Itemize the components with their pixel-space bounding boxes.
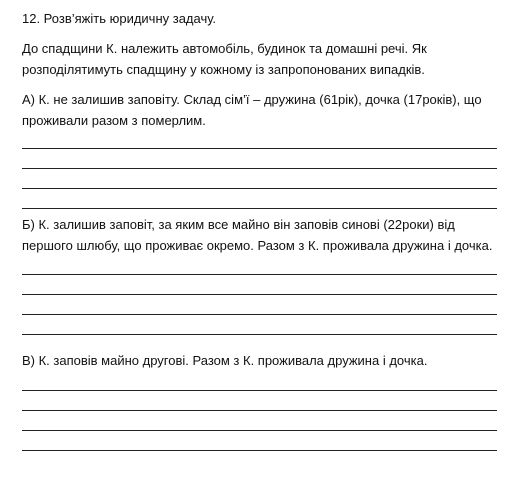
case-b-line-1: Б) К. залишив заповіт, за яким все майно він заповів синові (22роки) від (22, 217, 455, 232)
case-a-line-1: А) К. не залишив заповіту. Склад сім’ї – дружина (61рік), дочка (17років), що (22, 92, 482, 107)
answer-line-b-1[interactable] (22, 274, 497, 275)
answer-line-b-3[interactable] (22, 314, 497, 315)
answer-line-c-4[interactable] (22, 450, 497, 451)
case-a-line-2: проживали разом з померлим. (22, 113, 206, 128)
task-title: 12. Розв’яжіть юридичну задачу. (22, 11, 217, 26)
case-b-line-2: першого шлюбу, що проживає окремо. Разом з К. проживала дружина і дочка. (22, 238, 493, 253)
answer-line-c-1[interactable] (22, 390, 497, 391)
answer-line-b-4[interactable] (22, 334, 497, 335)
answer-line-a-4[interactable] (22, 208, 497, 209)
task-intro-line-2: розподілятимуть спадщину у кожному із запропонованих випадків. (22, 62, 425, 77)
task-intro-line-1: До спадщини К. належить автомобіль, будинок та домашні речі. Як (22, 41, 427, 56)
answer-line-c-3[interactable] (22, 430, 497, 431)
answer-line-a-3[interactable] (22, 188, 497, 189)
answer-line-a-2[interactable] (22, 168, 497, 169)
case-c-line-1: В) К. заповів майно другові. Разом з К. проживала дружина і дочка. (22, 353, 428, 368)
answer-line-b-2[interactable] (22, 294, 497, 295)
answer-line-c-2[interactable] (22, 410, 497, 411)
answer-line-a-1[interactable] (22, 148, 497, 149)
